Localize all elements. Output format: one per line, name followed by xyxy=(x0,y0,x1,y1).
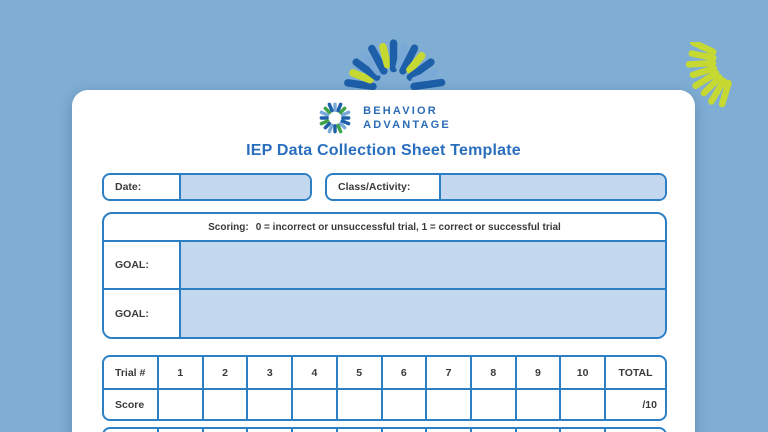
score-row xyxy=(104,388,665,419)
goal-row-1 xyxy=(104,240,665,288)
brand-logo xyxy=(72,99,695,137)
goal-2-label: GOAL: xyxy=(104,290,179,337)
trial-header-cell: 9 xyxy=(517,357,562,388)
class-activity-input-area xyxy=(439,175,665,199)
score-cell xyxy=(561,388,606,419)
scoring-box xyxy=(102,212,667,339)
score-cell xyxy=(204,388,249,419)
trial-header-label: Trial # xyxy=(104,357,159,388)
sunburst-arc-icon xyxy=(322,20,472,94)
trial-header-cell: 3 xyxy=(248,357,293,388)
brand-name xyxy=(363,104,451,133)
trial-header-cell: 2 xyxy=(204,357,249,388)
score-cell xyxy=(293,388,338,419)
score-cell xyxy=(338,388,383,419)
worksheet-card xyxy=(72,90,695,432)
score-cell xyxy=(427,388,472,419)
score-total-cell: /10 xyxy=(606,388,665,419)
trial-header-cell: 6 xyxy=(383,357,428,388)
date-field xyxy=(102,173,312,201)
score-row-label: Score xyxy=(104,388,159,419)
goal-1-input-area xyxy=(179,242,665,288)
trial-header-cell: TOTAL xyxy=(618,366,653,379)
trial-header-cell: 7 xyxy=(427,357,472,388)
brand-name-line2: ADVANTAGE xyxy=(363,119,451,131)
page-title: IEP Data Collection Sheet Template xyxy=(246,142,521,159)
trial-header-row xyxy=(104,357,665,388)
score-cell xyxy=(248,388,293,419)
trial-score-table xyxy=(102,355,667,421)
trial-header-cell: 1 xyxy=(159,357,204,388)
score-cell xyxy=(517,388,562,419)
trial-header-cell: 5 xyxy=(338,357,383,388)
goal-1-label: GOAL: xyxy=(104,242,179,288)
trial-header-cell: 8 xyxy=(472,357,517,388)
date-input-area xyxy=(179,175,310,199)
fields-row xyxy=(102,173,667,201)
trial-header-cell: 10 xyxy=(561,357,606,388)
trial-header-cell: 4 xyxy=(293,357,338,388)
score-cell xyxy=(159,388,204,419)
goal-2-input-area xyxy=(179,290,665,337)
class-activity-label: Class/Activity: xyxy=(338,181,411,193)
score-cell xyxy=(472,388,517,419)
score-cell xyxy=(383,388,428,419)
class-activity-field xyxy=(325,173,667,201)
scoring-key-text: 0 = incorrect or unsuccessful trial, 1 = correct or successful trial xyxy=(255,221,561,233)
scoring-label: Scoring: xyxy=(208,221,249,233)
trial-score-table-partial xyxy=(102,427,667,432)
date-label: Date: xyxy=(115,181,142,193)
scoring-instructions xyxy=(104,214,665,240)
goal-row-2 xyxy=(104,288,665,337)
sunburst-logo-icon xyxy=(316,99,354,137)
brand-name-line1: BEHAVIOR xyxy=(363,104,438,117)
